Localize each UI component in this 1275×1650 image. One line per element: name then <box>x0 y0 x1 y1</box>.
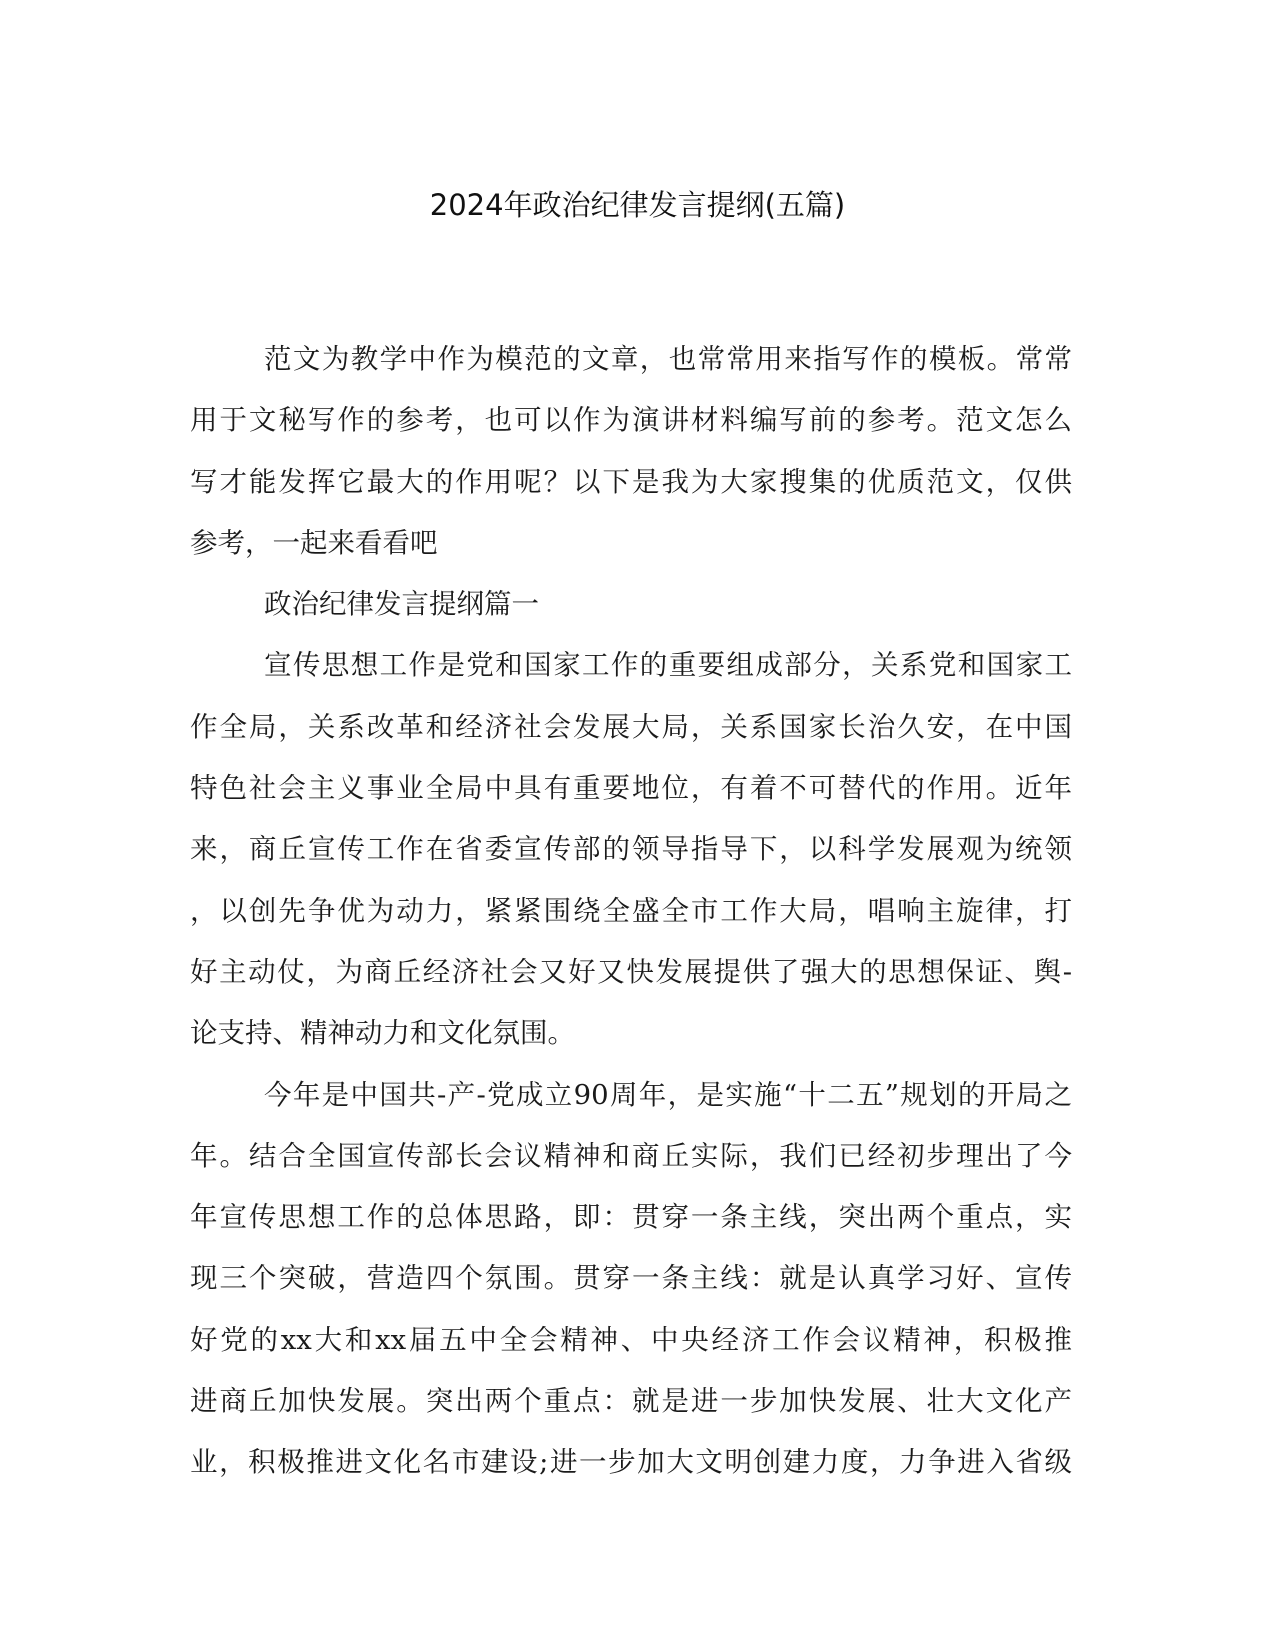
paragraph-line: 今年是中国共-产-党成立90周年，是实施“十二五”规划的开局之 <box>264 1078 1072 1111</box>
paragraph-line: 宣传思想工作是党和国家工作的重要组成部分，关系党和国家工 <box>264 649 1072 682</box>
paragraph-line: 参考，一起来看看吧 <box>190 526 438 559</box>
paragraph-line: 业，积极推进文化名市建设;进一步加大文明创建力度，力争进入省级 <box>190 1446 1072 1479</box>
paragraph-line: 年。结合全国宣传部长会议精神和商丘实际，我们已经初步理出了今 <box>190 1139 1072 1172</box>
paragraph-line: 进商丘加快发展。突出两个重点：就是进一步加快发展、壮大文化产 <box>190 1385 1072 1418</box>
paragraph-line: 现三个突破，营造四个氛围。贯穿一条主线：就是认真学习好、宣传 <box>190 1262 1072 1295</box>
paragraph-line: ，以创先争优为动力，紧紧围绕全盛全市工作大局，唱响主旋律，打 <box>190 894 1072 927</box>
paragraph-line: 论支持、精神动力和文化氛围。 <box>190 1017 575 1050</box>
paragraph-line: 用于文秘写作的参考，也可以作为演讲材料编写前的参考。范文怎么 <box>190 404 1072 437</box>
paragraph-line: 好党的xx大和xx届五中全会精神、中央经济工作会议精神，积极推 <box>190 1323 1072 1356</box>
paragraph-line: 来，商丘宣传工作在省委宣传部的领导指导下，以科学发展观为统领 <box>190 833 1072 866</box>
paragraph-line: 好主动仗，为商丘经济社会又好又快发展提供了强大的思想保证、舆- <box>190 955 1072 988</box>
paragraph-line: 范文为教学中作为模范的文章，也常常用来指写作的模板。常常 <box>264 343 1072 375</box>
section-heading: 政治纪律发言提纲篇一 <box>264 588 539 621</box>
document-title: 2024年政治纪律发言提纲(五篇) <box>429 188 846 222</box>
paragraph-line: 年宣传思想工作的总体思路，即：贯穿一条主线，突出两个重点，实 <box>190 1201 1072 1234</box>
paragraph-line: 写才能发挥它最大的作用呢？以下是我为大家搜集的优质范文，仅供 <box>190 465 1072 498</box>
document-body <box>190 329 1072 1494</box>
paragraph-line: 作全局，关系改革和经济社会发展大局，关系国家长治久安，在中国 <box>190 710 1072 743</box>
paragraph-line: 特色社会主义事业全局中具有重要地位，有着不可替代的作用。近年 <box>190 772 1072 805</box>
